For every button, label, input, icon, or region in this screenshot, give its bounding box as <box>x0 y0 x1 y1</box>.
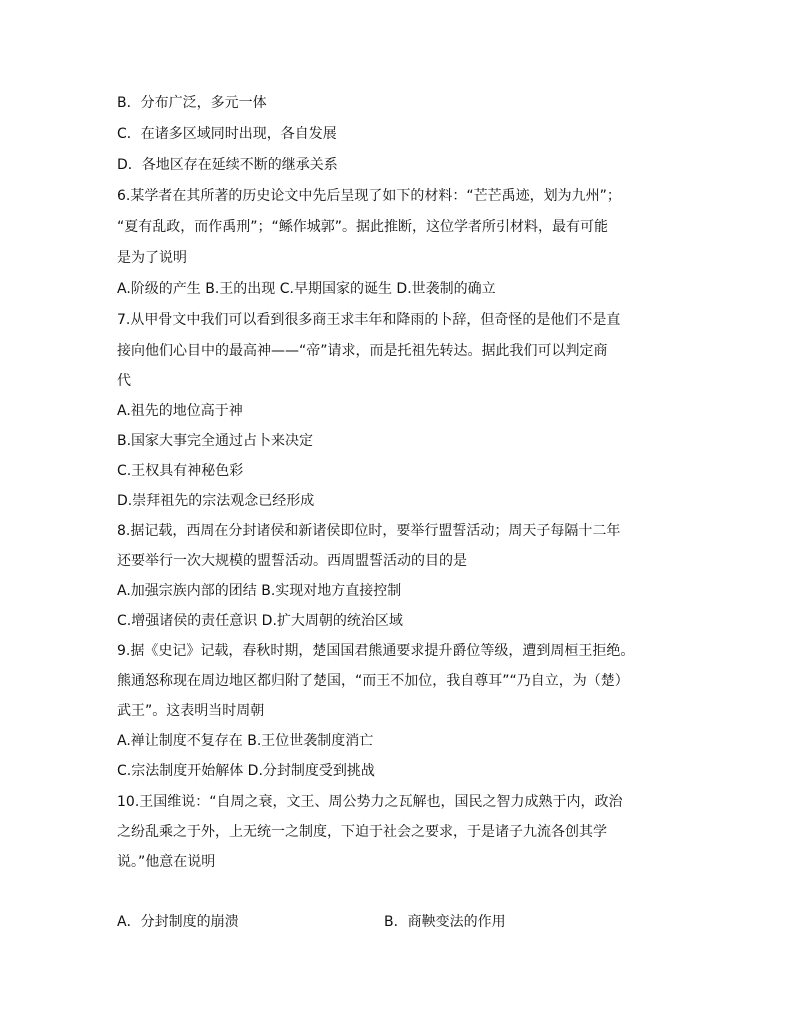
q9-options-ab: A.禅让制度不复存在 B.王位世袭制度消亡 <box>117 733 374 749</box>
q8-options-cd: C.增强诸侯的责任意识 D.扩大周朝的统治区域 <box>117 613 403 629</box>
q7-option-d: D.崇拜祖先的宗法观念已经形成 <box>117 493 315 509</box>
q5-option-c: C．在诸多区域同时出现，各自发展 <box>117 126 337 142</box>
q8-stem-line1: 8.据记载，西周在分封诸侯和新诸侯即位时，要举行盟誓活动；周天子每隔十二年 <box>117 523 621 539</box>
q7-stem-line1: 7.从甲骨文中我们可以看到很多商王求丰年和降雨的卜辞，但奇怪的是他们不是直 <box>117 312 621 328</box>
q6-options: A.阶级的产生 B.王的出现 C.早期国家的诞生 D.世袭制的确立 <box>117 281 496 297</box>
q9-options-cd: C.宗法制度开始解体 D.分封制度受到挑战 <box>117 763 375 779</box>
q8-options-ab: A.加强宗族内部的团结 B.实现对地方直接控制 <box>117 583 402 599</box>
q7-stem-line2: 接向他们心目中的最高神——“帝”请求，而是托祖先转达。据此我们可以判定商 <box>117 343 608 359</box>
q10-stem-line1: 10.王国维说：“自周之衰，文王、周公势力之瓦解也，国民之智力成熟于内，政治 <box>117 794 623 810</box>
q5-option-b: B．分布广泛，多元一体 <box>117 95 267 111</box>
q9-stem-line2: 熊通怒称现在周边地区都归附了楚国，“而王不加位，我自尊耳”“乃自立，为（楚） <box>117 673 629 689</box>
q10-option-a: A．分封制度的崩溃 <box>117 914 239 930</box>
q9-stem-line3: 武王”。这表明当时周朝 <box>117 703 265 719</box>
q6-stem-line3: 是为了说明 <box>117 250 187 266</box>
q7-option-c: C.王权具有神秘色彩 <box>117 463 244 479</box>
q6-stem-line2: “夏有乱政，而作禹刑”；“鲧作城郭”。据此推断，这位学者所引材料，最有可能 <box>117 219 609 235</box>
q10-stem-line2: 之纷乱乘之于外，上无统一之制度，下迫于社会之要求，于是诸子九流各创其学 <box>117 824 607 840</box>
q8-stem-line2: 还要举行一次大规模的盟誓活动。西周盟誓活动的目的是 <box>117 553 467 569</box>
q10-option-b: B．商鞅变法的作用 <box>384 914 506 930</box>
q7-option-a: A.祖先的地位高于神 <box>117 403 243 419</box>
q7-stem-line3: 代 <box>117 373 131 389</box>
q7-option-b: B.国家大事完全通过占卜来决定 <box>117 433 314 449</box>
q9-stem-line1: 9.据《史记》记载，春秋时期，楚国国君熊通要求提升爵位等级，遭到周桓王拒绝。 <box>117 643 635 659</box>
q10-stem-line3: 说。”他意在说明 <box>117 854 216 870</box>
q5-option-d: D．各地区存在延续不断的继承关系 <box>117 157 338 173</box>
q6-stem-line1: 6.某学者在其所著的历史论文中先后呈现了如下的材料：“芒芒禹迹，划为九州”； <box>117 188 621 204</box>
